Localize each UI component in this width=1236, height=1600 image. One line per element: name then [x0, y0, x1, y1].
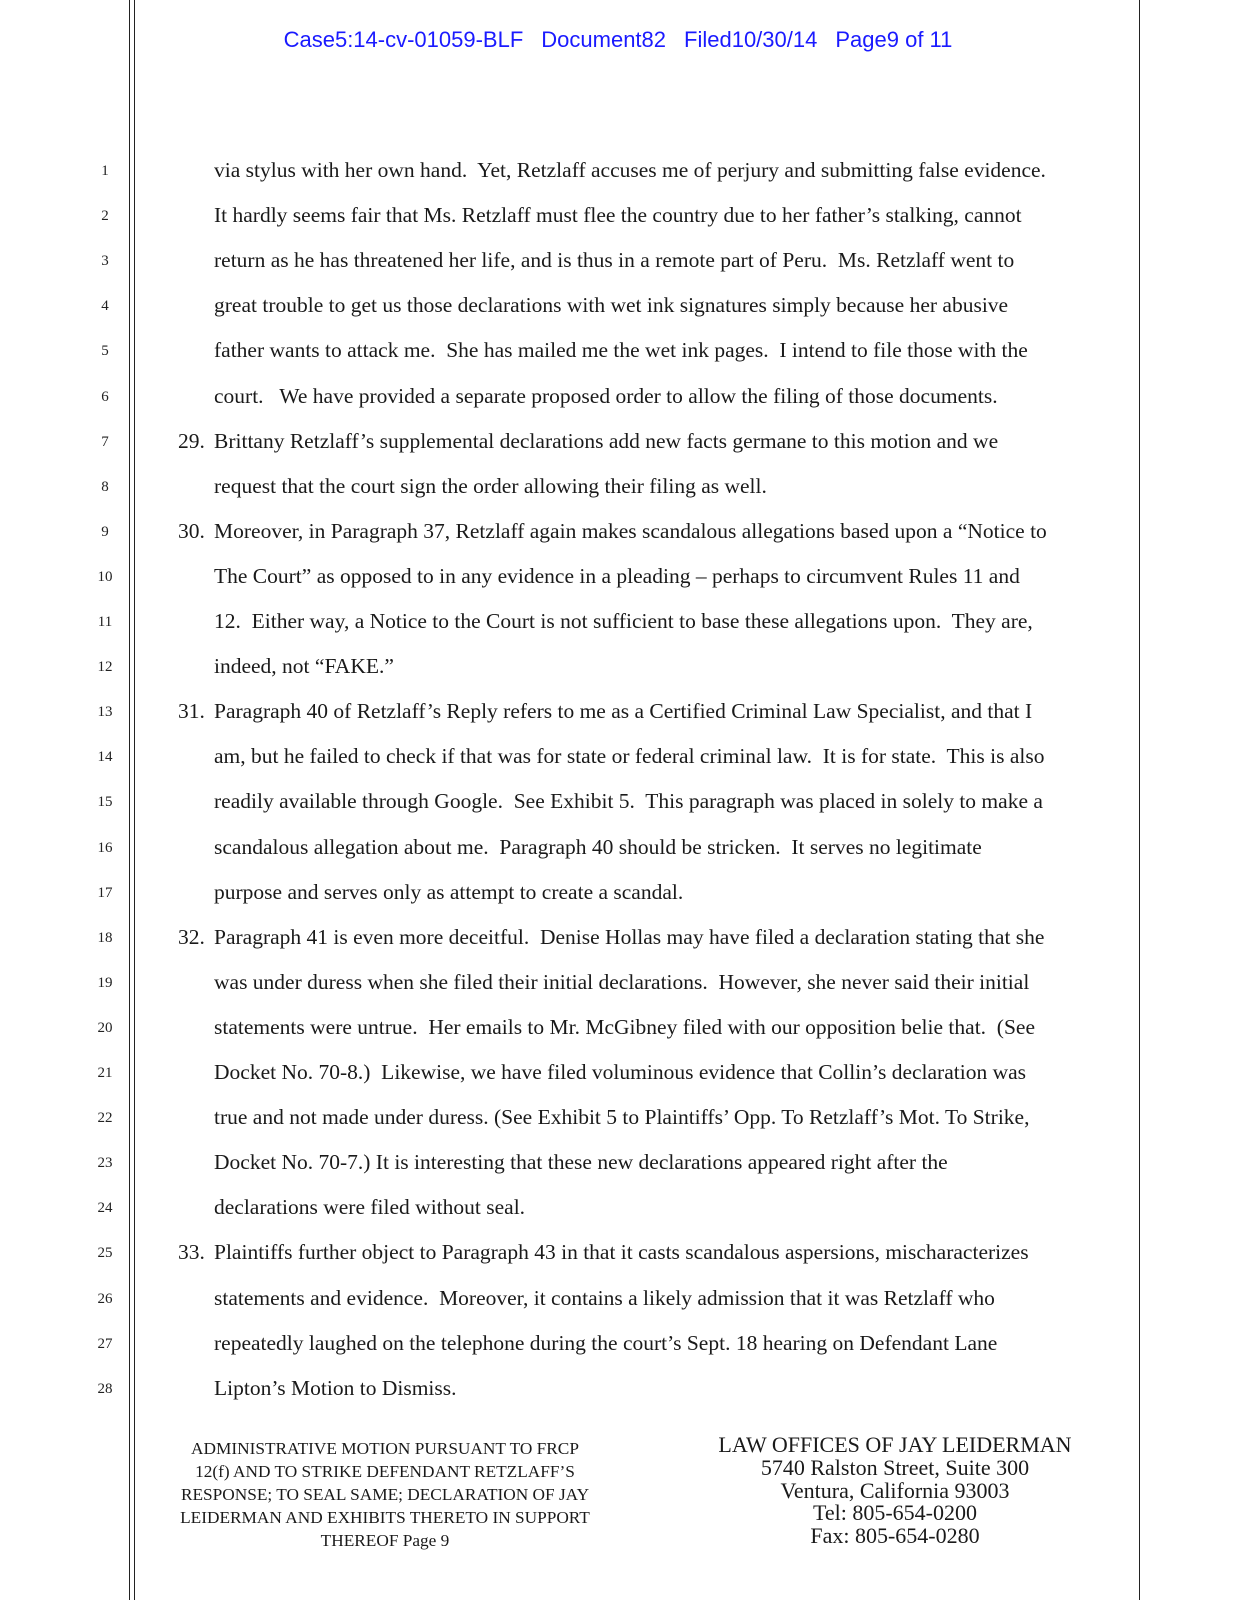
footer-title-line: THEREOF Page 9	[320, 1531, 450, 1550]
line-number: 2	[101, 208, 109, 225]
paragraph-number: 30.	[178, 518, 205, 543]
body-text-line: 12. Either way, a Notice to the Court is not sufficient to base these allegations upon. They are,	[214, 609, 1033, 633]
line-number: 24	[97, 1200, 113, 1217]
line-number: 26	[97, 1290, 113, 1307]
line-number: 1	[101, 163, 109, 179]
filed-date: Filed10/30/14	[684, 27, 818, 52]
line-number: 11	[97, 614, 113, 630]
body-text-line: indeed, not “FAKE.”	[214, 654, 394, 679]
body-text-line: The Court” as opposed to in any evidence in a pleading – perhaps to circumvent Rules 11 and	[214, 563, 1020, 588]
line-number: 17	[97, 884, 113, 901]
line-number: 10	[97, 568, 113, 585]
footer-firm-info	[670, 1433, 1120, 1547]
case-number: Case5:14-cv-01059-BLF	[283, 27, 524, 52]
line-number: 14	[97, 749, 113, 766]
paragraph-number: 31.	[178, 699, 205, 724]
page-indicator: Page9 of 11	[835, 27, 953, 52]
body-text-line: Paragraph 40 of Retzlaff’s Reply refers to me as a Certified Criminal Law Specialist, and that I	[214, 699, 1033, 724]
firm-fax: Fax: 805-654-0280	[810, 1522, 980, 1548]
line-number: 22	[97, 1110, 113, 1127]
body-text-line: purpose and serves only as attempt to create a scandal.	[214, 879, 684, 904]
body-text-line: was under duress when she filed their initial declarations. However, she never said their initial	[214, 969, 1030, 994]
body-text-line: Plaintiffs further object to Paragraph 43 in that it casts scandalous aspersions, mischaracterizes	[214, 1240, 1029, 1265]
body-text-line: Paragraph 41 is even more deceitful. Denise Hollas may have filed a declaration stating that she	[214, 924, 1045, 949]
body-text-line: am, but he failed to check if that was for state or federal criminal law. It is for state. This is also	[214, 744, 1045, 769]
line-number: 20	[97, 1019, 113, 1036]
right-margin-rule	[1139, 0, 1140, 1600]
paragraph-number: 32.	[178, 924, 205, 949]
body-text-line: statements were untrue. Her emails to Mr. McGibney filed with our opposition belie that. (See	[214, 1014, 1035, 1039]
body-text-line: scandalous allegation about me. Paragraph 40 should be stricken. It serves no legitimate	[214, 834, 982, 859]
body-text-line: true and not made under duress. (See Exhibit 5 to Plaintiffs’ Opp. To Retzlaff’s Mot. To Strike,	[214, 1105, 1030, 1130]
firm-street: 5740 Ralston Street, Suite 300	[760, 1455, 1030, 1480]
body-text-line: court. We have provided a separate proposed order to allow the filing of those documents.	[214, 383, 998, 408]
body-text-line: Brittany Retzlaff’s supplemental declarations add new facts germane to this motion and we	[214, 428, 999, 453]
line-number: 21	[97, 1065, 113, 1081]
firm-city: Ventura, California 93003	[780, 1477, 1010, 1503]
firm-phone: Tel: 805-654-0200	[812, 1500, 978, 1525]
line-number: 7	[101, 433, 109, 450]
body-text-line: request that the court sign the order allowing their filing as well.	[214, 473, 767, 498]
body-text-line: Docket No. 70-7.) It is interesting that these new declarations appeared right after the	[214, 1150, 948, 1175]
footer-title-line: 12(f) AND TO STRIKE DEFENDANT RETZLAFF’S	[195, 1462, 575, 1481]
footer-document-title	[140, 1437, 630, 1552]
body-text-line: via stylus with her own hand. Yet, Retzlaff accuses me of perjury and submitting false evidence.	[214, 158, 1046, 182]
footer-title-line: LEIDERMAN AND EXHIBITS THERETO IN SUPPORT	[180, 1508, 590, 1527]
line-number: 13	[97, 704, 113, 721]
line-number: 23	[97, 1155, 113, 1172]
line-number: 8	[101, 478, 109, 495]
firm-name: LAW OFFICES OF JAY LEIDERMAN	[718, 1432, 1072, 1457]
line-number: 5	[101, 343, 109, 360]
body-text-line: Docket No. 70-8.) Likewise, we have filed voluminous evidence that Collin’s declaration was	[214, 1060, 1027, 1084]
footer-title-line: RESPONSE; TO SEAL SAME; DECLARATION OF JAY	[180, 1485, 590, 1504]
body-text-line: Moreover, in Paragraph 37, Retzlaff again makes scandalous allegations based upon a “Notice to	[214, 518, 1047, 543]
line-number: 6	[101, 388, 109, 405]
line-number: 4	[101, 298, 109, 315]
left-margin-rule-outer	[129, 0, 130, 1600]
line-number: 16	[97, 839, 113, 856]
body-text-line: declarations were filed without seal.	[214, 1195, 526, 1220]
body-text-line: great trouble to get us those declarations with wet ink signatures simply because her abusive	[214, 293, 1009, 318]
ecf-filing-header	[0, 27, 1236, 53]
line-number: 25	[97, 1245, 113, 1262]
line-number: 27	[97, 1335, 113, 1352]
body-text-line: return as he has threatened her life, and is thus in a remote part of Peru. Ms. Retzlaff went to	[214, 248, 1015, 273]
body-text-line: readily available through Google. See Exhibit 5. This paragraph was placed in solely to make a	[214, 789, 1043, 814]
line-number: 15	[97, 794, 113, 811]
line-number: 9	[101, 523, 109, 540]
body-text-line: repeatedly laughed on the telephone during the court’s Sept. 18 hearing on Defendant Lane	[214, 1330, 998, 1355]
line-number: 18	[97, 929, 113, 946]
line-number: 28	[97, 1380, 113, 1397]
paragraph-number: 29.	[178, 428, 205, 453]
left-margin-rule-inner	[134, 0, 135, 1600]
body-text-line: It hardly seems fair that Ms. Retzlaff must flee the country due to her father’s stalking, cannot	[214, 203, 1022, 228]
body-text-line: statements and evidence. Moreover, it contains a likely admission that it was Retzlaff who	[214, 1285, 995, 1310]
paragraph-number: 33.	[178, 1240, 205, 1265]
line-number: 3	[101, 253, 109, 270]
body-text-line: Lipton’s Motion to Dismiss.	[214, 1375, 457, 1400]
line-number: 19	[97, 974, 113, 991]
footer-title-line: ADMINISTRATIVE MOTION PURSUANT TO FRCP	[191, 1439, 579, 1458]
line-number: 12	[97, 659, 113, 676]
body-text-line: father wants to attack me. She has mailed me the wet ink pages. I intend to file those with the	[214, 338, 1028, 363]
document-number: Document82	[541, 27, 667, 52]
